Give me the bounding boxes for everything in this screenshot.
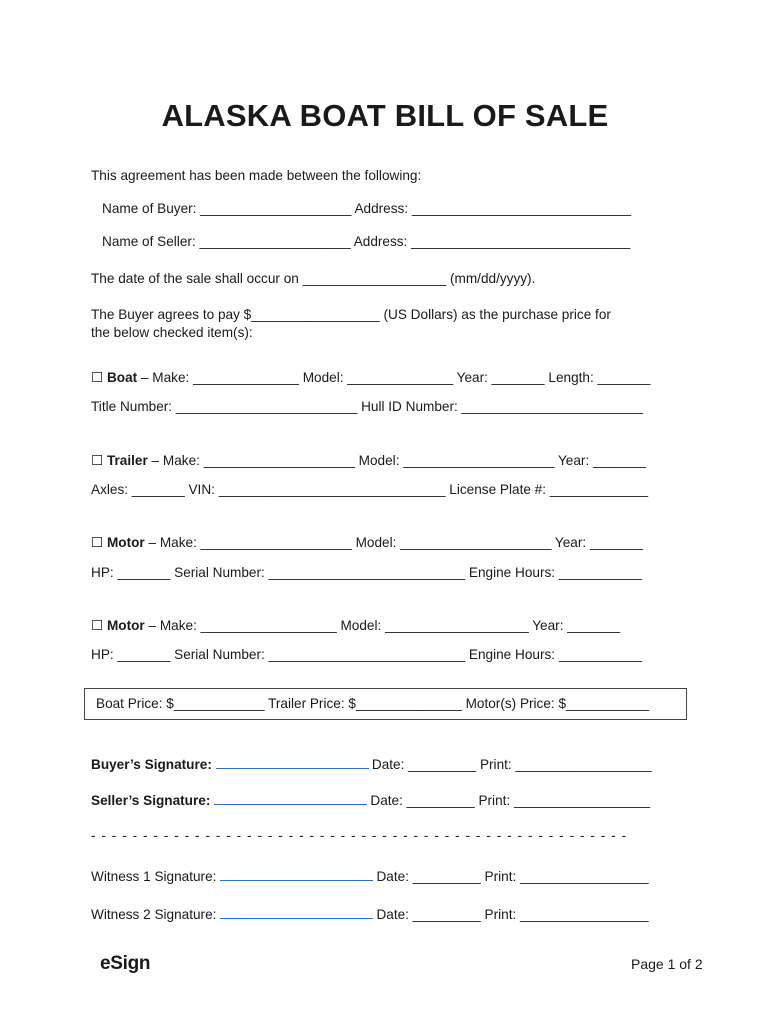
motor2-fields[interactable]: – Make: __________________ Model: ___________________ Year: _______ [144,618,621,633]
seller-signature-row [91,791,650,810]
buyer-signature-field[interactable] [216,755,369,769]
motor2-hp-serial-line[interactable]: HP: _______ Serial Number: __________________________ Engine Hours: ___________ [91,647,642,662]
witness2-signature-field[interactable] [220,905,373,919]
witness2-row [91,905,649,924]
boat-title-hull-line[interactable]: Title Number: ________________________ Hull ID Number: ________________________ [91,399,643,414]
boat-label: Boat [106,370,138,385]
motor1-row [91,534,643,552]
trailer-row [91,452,646,470]
buyer-name-address-line[interactable]: Name of Buyer: ____________________ Address: _____________________________ [102,201,632,216]
trailer-label: Trailer [106,453,148,468]
page-number: Page 1 of 2 [631,956,703,972]
buyer-date-print[interactable]: Date: _________ Print: __________________ [371,757,652,772]
purchase-price-line-cont: the below checked item(s): [91,325,253,340]
seller-date-print[interactable]: Date: _________ Print: __________________ [370,793,651,808]
motor2-checkbox[interactable]: ☐ [91,618,104,633]
motor1-fields[interactable]: – Make: ____________________ Model: ____________________ Year: _______ [144,535,643,550]
motor1-checkbox[interactable]: ☐ [91,535,104,550]
purchase-price-line[interactable]: The Buyer agrees to pay $_________________ (US Dollars) as the purchase price for [91,307,611,322]
divider-dashes: - - - - - - - - - - - - - - - - - - - - - - - - - - - - - - - - - - - - - - - - - - - - - - - - - - - - [91,828,628,843]
seller-signature-label: Seller’s Signature: [91,793,211,808]
trailer-fields[interactable]: – Make: ____________________ Model: ____________________ Year: _______ [147,453,646,468]
trailer-checkbox[interactable]: ☐ [91,453,104,468]
witness1-row [91,867,649,886]
boat-row [91,369,650,387]
witness1-signature-field[interactable] [220,867,373,881]
price-line[interactable]: Boat Price: $____________ Trailer Price: $______________ Motor(s) Price: $___________ [96,696,650,711]
witness2-date-print[interactable]: Date: _________ Print: _________________ [376,907,649,922]
esign-logo: eSign [100,953,151,974]
witness2-signature-label: Witness 2 Signature: [91,907,217,922]
motor1-label: Motor [106,535,145,550]
seller-signature-field[interactable] [214,791,367,805]
trailer-axles-vin-line[interactable]: Axles: _______ VIN: ______________________________ License Plate #: _____________ [91,482,649,497]
witness1-date-print[interactable]: Date: _________ Print: _________________ [376,869,649,884]
motor2-row [91,617,620,635]
boat-fields[interactable]: – Make: ______________ Model: ______________ Year: _______ Length: _______ [137,370,651,385]
boat-checkbox[interactable]: ☐ [91,370,104,385]
seller-name-address-line[interactable]: Name of Seller: ____________________ Address: _____________________________ [102,234,631,249]
buyer-signature-label: Buyer’s Signature: [91,757,212,772]
document-title: ALASKA BOAT BILL OF SALE [161,98,609,133]
motor1-hp-serial-line[interactable]: HP: _______ Serial Number: __________________________ Engine Hours: ___________ [91,565,642,580]
motor2-label: Motor [106,618,145,633]
sale-date-line[interactable]: The date of the sale shall occur on ___________________ (mm/dd/yyyy). [91,271,536,286]
intro-text: This agreement has been made between the following: [91,168,422,183]
buyer-signature-row [91,755,652,774]
witness1-signature-label: Witness 1 Signature: [91,869,217,884]
